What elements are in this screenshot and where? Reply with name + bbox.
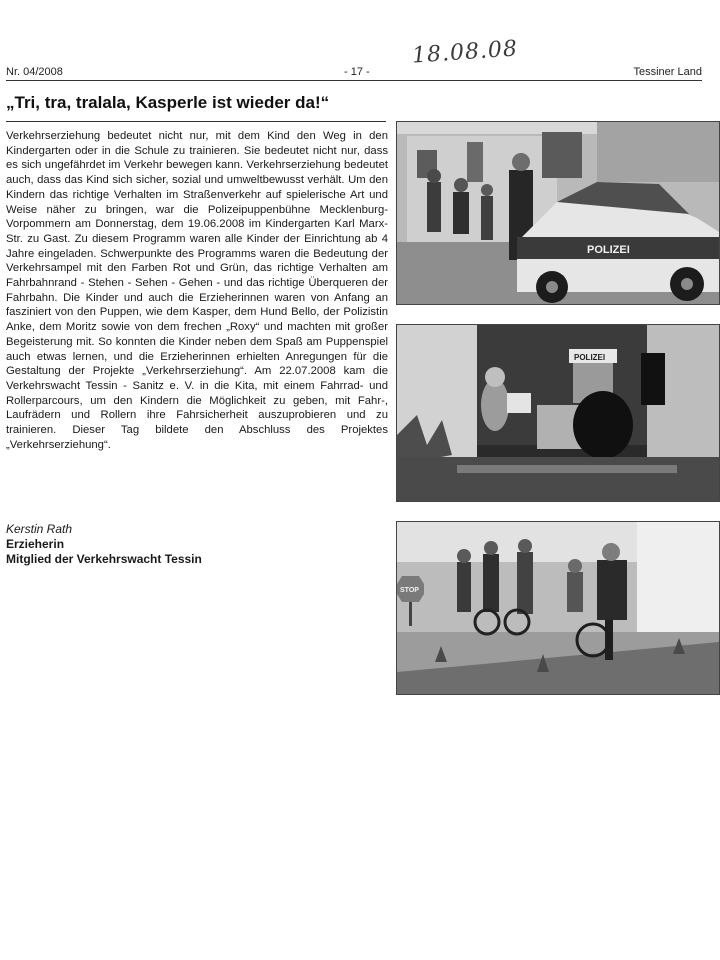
photo-bicycle-parcours [396, 521, 720, 695]
publication-name: Tessiner Land [633, 66, 702, 78]
issue-number: Nr. 04/2008 [6, 66, 63, 78]
header-divider [6, 80, 702, 81]
article-headline: „Tri, tra, tralala, Kasperle ist wieder da!“ [6, 93, 330, 112]
handwritten-date: 18.08.08 [411, 36, 519, 69]
headline-divider [6, 121, 386, 122]
author-name: Kerstin Rath [6, 522, 73, 536]
author-affiliation: Mitglied der Verkehrswacht Tessin [6, 552, 202, 566]
page-number: - 17 - [344, 66, 370, 78]
author-role: Erzieherin [6, 537, 65, 551]
police-car-label: POLIZEI [587, 244, 630, 256]
page-header [6, 66, 702, 80]
photo-puppet-theatre [396, 324, 720, 502]
author-block [6, 522, 388, 567]
photo-police-car [396, 121, 720, 305]
article-body: Verkehrserziehung bedeutet nicht nur, mit dem Kind den Weg in den Kindergarten oder in die Schule zu trainieren. Sie bedeutet nicht nur, dass es sich ungefährdet im Verkehr bewegen kann. Verkehrserziehung bedeutet auch, dass das Kind sich sicher, sozial und umweltbewusst verhält. Um den Kindern das richtige Verhalten im Straßenverkehr auf spielerische Art und Weise näher zu bringen, war die Polizeipuppenbühne Mecklenburg-Vorpommern am Donnerstag, dem 19.06.2008 im Kindergarten Karl Marx-Str. zu Gast. Zu diesem Programm waren alle Kinder der Einrichtung ab 4 Jahre eingeladen. Schwerpunkte des Programms waren die Bedeutung der Verkehrsampel mit den Farben Rot und Grün, das richtige Verhalten am Fahrbahnrand - Stehen - Sehen - Gehen - und das richtige Überqueren der Fahrbahn. Die Kinder und auch die Erzieherinnen waren von Anfang an fasziniert von den Puppen, wie dem Kasper, dem Hund Bello, der Polizistin Anke, dem Moritz sowie von dem frechen „Roxy“ und machten mit großer Begeisterung mit. So konnten die Kinder neben dem Spaß am Puppenspiel auch etwas lernen, und die Erzieherinnen erhielten Anregungen für die Gestaltung der Projekte „Verkehrserziehung“. Am 22.07.2008 kam die Verkehrswacht Tessin - Sanitz e. V. in die Kita, mit einem Fahrrad- und Rollerparcours, um den Kindern die Möglichkeit zu geben, mit Fahr-, Laufrädern und Rollern ihre Fahrsicherheit auszuprobieren und zu trainieren. Dieser Tag bildete den Abschluss des Projektes „Verkehrserziehung“. [6, 130, 388, 451]
stage-sign-label: POLIZEI [574, 353, 606, 362]
stop-sign-label: STOP [400, 587, 419, 594]
